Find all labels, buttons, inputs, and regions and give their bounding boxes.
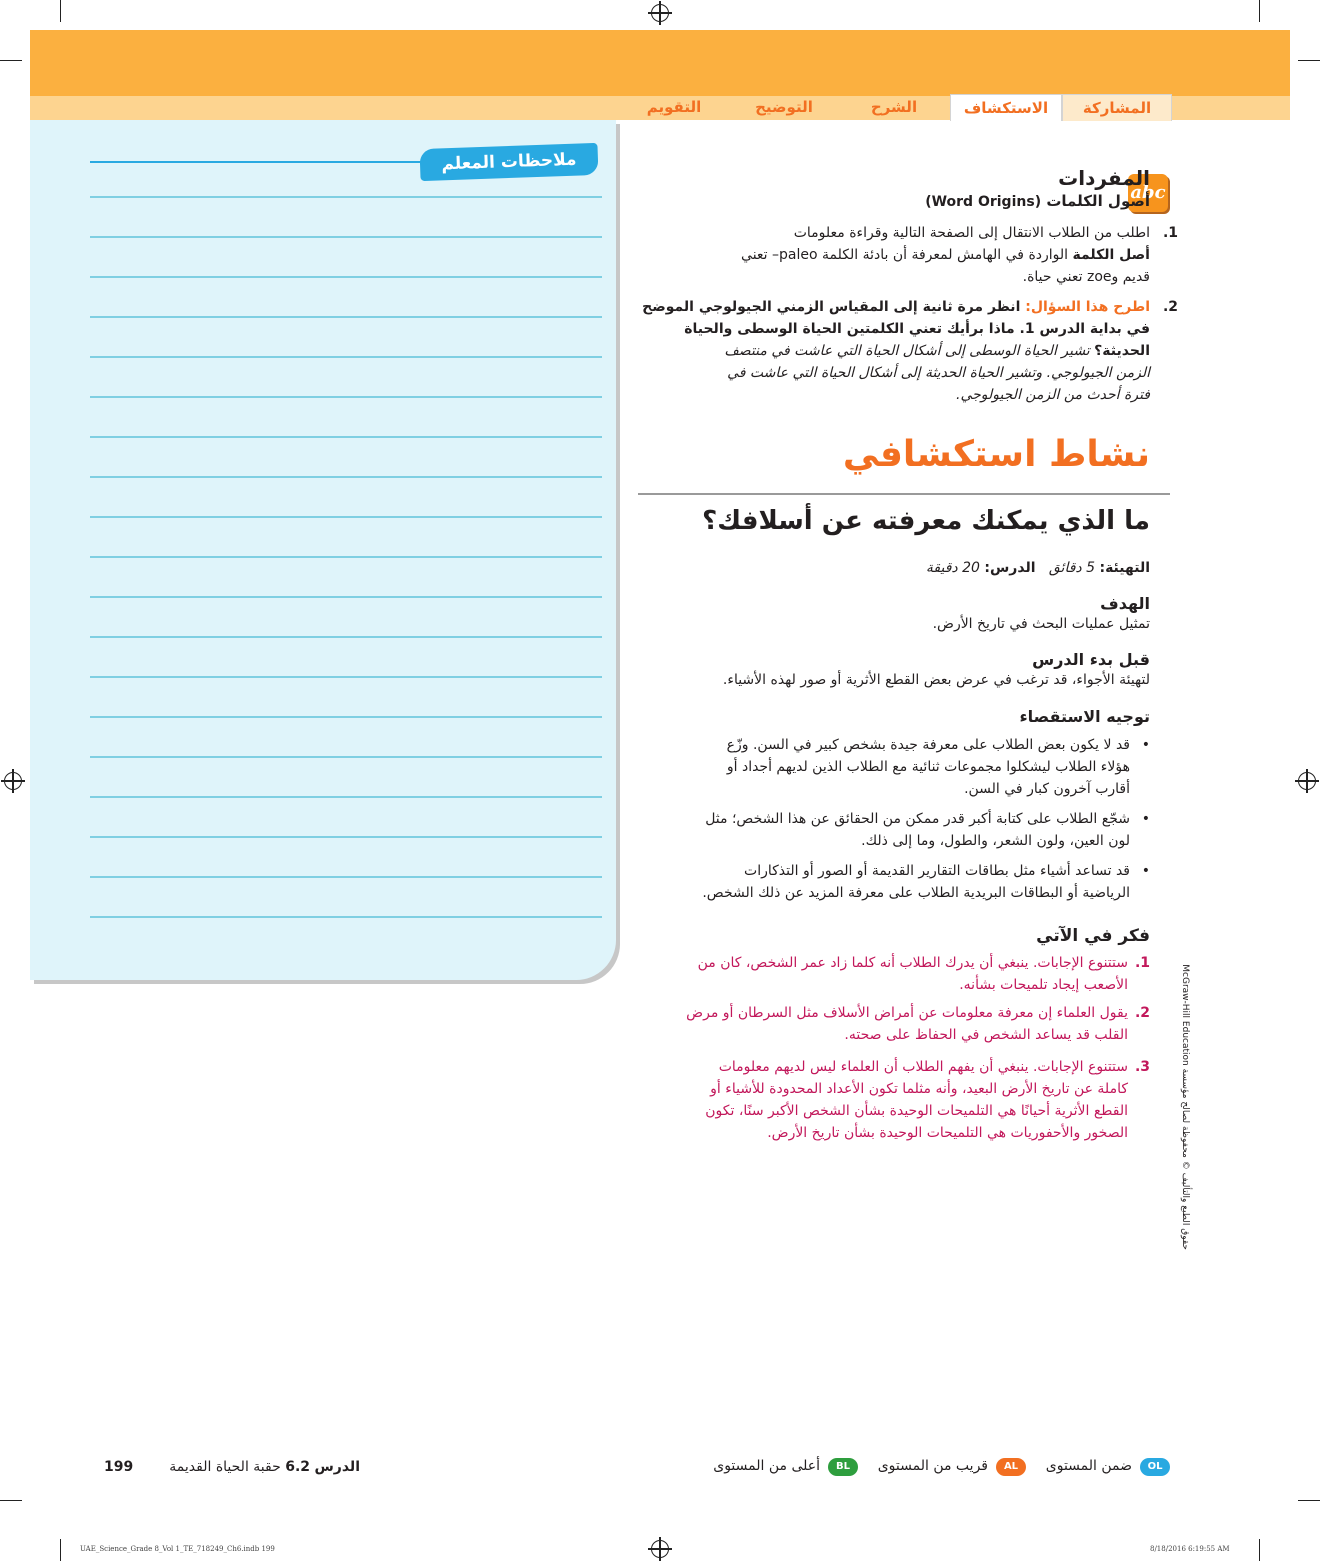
- text-span: انظر مرة ثانية إلى المقياس الزمني الجيولوجي الموضح: [642, 299, 1021, 315]
- text-line: قديم وzoe تعني حياة.: [1022, 269, 1150, 285]
- registration-mark-icon: [4, 772, 22, 790]
- notes-line: [90, 876, 602, 878]
- text-line: القلب قد يساعد الشخص في الحفاظ على صحته.: [844, 1027, 1128, 1043]
- answer-line: الزمن الجيولوجي. وتشير الحياة الحديثة إلى أشكال الحياة التي عاشت في: [727, 365, 1150, 381]
- footer-lesson: [150, 1459, 360, 1475]
- bullet-icon: •: [1141, 811, 1150, 827]
- notes-line: [90, 476, 602, 478]
- inquiry-section: [638, 707, 1150, 726]
- level-bl-label: أعلى من المستوى: [713, 1458, 820, 1474]
- registration-mark-icon: [1298, 772, 1316, 790]
- tab-explain[interactable]: الشرح: [870, 98, 918, 116]
- notes-line: [90, 196, 602, 198]
- text-line: قد لا يكون بعض الطلاب على معرفة جيدة بشخص كبير في السن. وزّع: [726, 737, 1130, 753]
- footer-lesson-label: الدرس: [314, 1459, 360, 1475]
- ask-question-label: اطرح هذا السؤال:: [1025, 299, 1150, 315]
- print-slug-right: 8/18/2016 6:19:55 AM: [1150, 1545, 1230, 1553]
- item-number: .1: [1162, 225, 1178, 241]
- notes-line: [90, 916, 602, 918]
- answer-2: [638, 1002, 1150, 1046]
- text-line: الصخور والأحفوريات هي التلميحات الوحيدة بشأن تاريخ الأرض.: [767, 1125, 1128, 1141]
- text-line: [638, 340, 1150, 362]
- text-line: ستتنوع الإجابات. ينبغي أن يدرك الطلاب أنه كلما زاد عمر الشخص، كان من: [697, 955, 1128, 971]
- level-bl-badge: BL: [828, 1458, 858, 1476]
- crop-mark: [1259, 1539, 1260, 1561]
- text-line: هؤلاء الطلاب ليشكلوا مجموعات ثنائية مع الطلاب الذين لديهم أجداد أو: [726, 759, 1130, 775]
- crop-mark: [1298, 1500, 1320, 1501]
- text-line: القطع الأثرية أحيانًا هي التلميحات الوحيدة بشأن الشخص الأكبر سنًا، تكون: [705, 1103, 1128, 1119]
- text-line: في بداية الدرس 1. ماذا برأيك تعني الكلمتين الحياة الوسطى والحياة: [684, 321, 1150, 337]
- crop-mark: [1259, 0, 1260, 22]
- vocabulary-section: [638, 166, 1150, 210]
- vocabulary-heading: المفردات: [1058, 166, 1150, 190]
- answer-1: [638, 952, 1150, 996]
- text-line: شجّع الطلاب على كتابة أكبر قدر ممكن من الحقائق عن هذا الشخص؛ مثل: [705, 811, 1130, 827]
- bullet-icon: •: [1141, 737, 1150, 753]
- item-number: .2: [1134, 1005, 1150, 1021]
- footer-lesson-title: حقبة الحياة القديمة: [169, 1459, 281, 1475]
- setup-value: 5 دقائق: [1048, 560, 1096, 576]
- item-number: .2: [1162, 299, 1178, 315]
- text-line: الأصعب إيجاد تلميحات بشأنه.: [959, 977, 1128, 993]
- notes-line: [90, 676, 602, 678]
- tab-elaborate[interactable]: التوضيح: [755, 98, 813, 116]
- notes-line: [90, 596, 602, 598]
- text-line: [638, 296, 1150, 318]
- notes-line: [90, 236, 602, 238]
- text-line: قد تساعد أشياء مثل بطاقات التقارير القديمة أو الصور أو التذكارات: [744, 863, 1130, 879]
- notes-line: [90, 716, 602, 718]
- notes-line: [90, 516, 602, 518]
- notes-line: [90, 436, 602, 438]
- bullet-3: [638, 860, 1150, 904]
- level-ol-label: ضمن المستوى: [1045, 1458, 1132, 1474]
- notes-line: [90, 836, 602, 838]
- text-line: اطلب من الطلاب الانتقال إلى الصفحة التالية وقراءة معلومات: [793, 225, 1150, 241]
- think-section: [638, 926, 1150, 946]
- text-line: ستتنوع الإجابات. ينبغي أن يفهم الطلاب أن العلماء ليس لديهم معلومات: [718, 1059, 1128, 1075]
- level-al-badge: AL: [996, 1458, 1026, 1476]
- notes-line: [90, 756, 602, 758]
- item-number: .1: [1134, 955, 1150, 971]
- vocabulary-abc-icon: abc: [1128, 174, 1168, 212]
- bullet-1: [638, 734, 1150, 800]
- registration-mark-icon: [651, 4, 669, 22]
- header-band: [30, 30, 1290, 96]
- page-number: 199: [104, 1459, 134, 1475]
- tab-explore[interactable]: الاستكشاف: [950, 94, 1062, 121]
- notes-line: [90, 316, 602, 318]
- text-line: يقول العلماء إن معرفة معلومات عن أمراض الأسلاف مثل السرطان أو مرض: [686, 1005, 1128, 1021]
- text-line: كاملة عن تاريخ الأرض البعيد، وأنه مثلما تكون الأعداد المحدودة للأشياء أو: [710, 1081, 1128, 1097]
- text-line: الرياضية أو البطاقات البريدية الطلاب على معرفة المزيد عن ذلك الشخص.: [702, 885, 1130, 901]
- tab-engage[interactable]: المشاركة: [1062, 94, 1172, 121]
- before-heading: قبل بدء الدرس: [1032, 650, 1150, 669]
- teacher-notes-panel: [30, 120, 616, 980]
- goal-section: [638, 594, 1150, 635]
- text-span: الحديثة؟: [1094, 343, 1150, 359]
- goal-heading: الهدف: [1100, 594, 1150, 613]
- bullet-icon: •: [1141, 863, 1150, 879]
- footer-lesson-num: 6.2: [285, 1459, 311, 1475]
- word-origins-heading: [638, 192, 1150, 210]
- crop-mark: [0, 1500, 22, 1501]
- text-span: الواردة في الهامش لمعرفة أن بادئة الكلمة paleo– تعني: [741, 247, 1069, 263]
- text-line: لون العين، ولون الشعر، والطول، وما إلى ذلك.: [861, 833, 1130, 849]
- activity-question: ما الذي يمكنك معرفته عن أسلافك؟: [702, 506, 1150, 536]
- setup-label: التهيئة:: [1099, 560, 1150, 576]
- bold-term: أصل الكلمة: [1072, 247, 1150, 263]
- answer-line: فترة أحدث من الزمن الجيولوجي.: [956, 387, 1150, 403]
- crop-mark: [1298, 60, 1320, 61]
- print-slug-left: UAE_Science_Grade 8_Vol 1_TE_718249_Ch6.indb 199: [80, 1545, 275, 1553]
- notes-line: [90, 636, 602, 638]
- notes-line: [90, 556, 602, 558]
- item-number: .3: [1134, 1059, 1150, 1075]
- vocabulary-item-1: [638, 222, 1178, 288]
- notes-title-rule: [90, 161, 430, 163]
- before-text: لتهيئة الأجواء، قد ترغب في عرض بعض القطع الأثرية أو صور لهذه الأشياء.: [722, 672, 1150, 688]
- crop-mark: [60, 0, 61, 22]
- level-al-label: قريب من المستوى: [877, 1458, 988, 1474]
- activity-title: نشاط استكشافي: [842, 434, 1150, 475]
- text-line: [638, 244, 1150, 266]
- word-origins-en: (Word Origins): [925, 194, 1042, 210]
- level-ol-badge: OL: [1140, 1458, 1170, 1476]
- time-info: [638, 560, 1150, 576]
- copyright-credit: حقوق الطبع والتأليف © محفوظة لصالح مؤسسة McGraw-Hill Education: [1180, 964, 1190, 1250]
- lesson-value: 20 دقيقة: [925, 560, 980, 576]
- notes-line: [90, 276, 602, 278]
- crop-mark: [0, 60, 22, 61]
- crop-mark: [60, 1539, 61, 1561]
- bullet-2: [638, 808, 1150, 852]
- vocabulary-item-2: [638, 296, 1178, 406]
- before-section: [638, 650, 1150, 691]
- notes-line: [90, 396, 602, 398]
- answer-3: [638, 1056, 1150, 1144]
- inquiry-heading: توجيه الاستقصاء: [1019, 707, 1150, 726]
- think-heading: فكر في الآتي: [1036, 926, 1150, 946]
- word-origins-ar: أصول الكلمات: [1046, 192, 1150, 210]
- title-divider: [638, 493, 1170, 495]
- goal-text: تمثيل عمليات البحث في تاريخ الأرض.: [932, 616, 1150, 632]
- text-line: أقارب آخرون كبار في السن.: [964, 781, 1130, 797]
- answer-span: تشير الحياة الوسطى إلى أشكال الحياة التي عاشت في منتصف: [724, 343, 1090, 359]
- tab-evaluate[interactable]: التقويم: [646, 98, 702, 116]
- notes-line: [90, 356, 602, 358]
- registration-mark-icon: [651, 1540, 669, 1558]
- lesson-label: الدرس:: [984, 560, 1036, 576]
- teacher-notes-title: ملاحظات المعلم: [419, 143, 598, 181]
- notes-line: [90, 796, 602, 798]
